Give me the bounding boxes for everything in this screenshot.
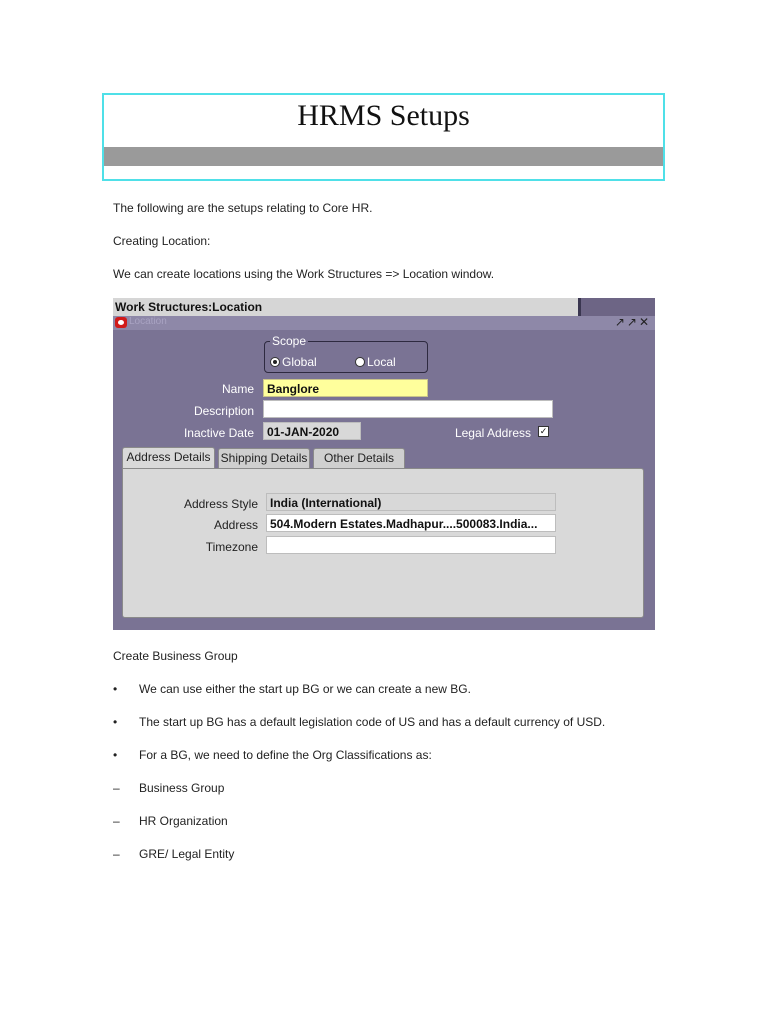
- legal-address-checkbox[interactable]: ✓: [539, 426, 548, 436]
- bullet-icon: •: [113, 682, 118, 696]
- address-style-input[interactable]: India (International): [266, 493, 556, 511]
- dash-icon: –: [113, 847, 120, 861]
- screenshot-header-dark-panel: [578, 298, 655, 316]
- screenshot-header-title: Work Structures:Location: [115, 300, 263, 314]
- tab-shipping-details[interactable]: Shipping Details: [218, 448, 310, 468]
- dash-icon: –: [113, 781, 120, 795]
- inactive-date-input[interactable]: 01-JAN-2020: [263, 422, 361, 440]
- tab-other-details[interactable]: Other Details: [313, 448, 405, 468]
- radio-selected-icon: [270, 357, 280, 367]
- intro-line-3: We can create locations using the Work Structures => Location window.: [113, 267, 495, 281]
- window-controls[interactable]: ↗↗✕: [614, 315, 651, 329]
- screenshot-header: [113, 298, 655, 316]
- inactive-date-label: Inactive Date: [183, 426, 254, 440]
- classification-item: Business Group: [139, 781, 225, 795]
- name-label: Name: [221, 382, 254, 396]
- bullet-icon: •: [113, 748, 118, 762]
- scope-global-radio[interactable]: Global: [270, 355, 317, 369]
- address-style-label: Address Style: [183, 497, 258, 511]
- description-label: Description: [193, 404, 254, 418]
- oracle-logo-icon: [115, 317, 127, 328]
- window-title-bar: [113, 316, 655, 330]
- bullet-item: The start up BG has a default legislation code of US and has a default currency of USD.: [139, 715, 606, 729]
- legal-address-label: Legal Address: [454, 426, 531, 440]
- radio-unselected-icon: [355, 357, 365, 367]
- scope-label: Scope: [272, 334, 307, 348]
- title-divider-bar: [104, 147, 663, 166]
- location-window-screenshot: [113, 298, 655, 630]
- address-label: Address: [213, 518, 258, 532]
- address-details-panel: [122, 468, 644, 618]
- dash-icon: –: [113, 814, 120, 828]
- window-caption: Location: [129, 316, 167, 327]
- address-input[interactable]: 504.Modern Estates.Madhapur....500083.India...: [266, 514, 556, 532]
- title-box: [102, 93, 665, 181]
- name-input[interactable]: Banglore: [263, 379, 428, 397]
- page-title: HRMS Setups: [297, 99, 470, 132]
- bullet-icon: •: [113, 715, 118, 729]
- timezone-label: Timezone: [205, 540, 258, 554]
- bullet-item: For a BG, we need to define the Org Classifications as:: [139, 748, 432, 762]
- intro-line-2: Creating Location:: [113, 234, 211, 248]
- timezone-input[interactable]: [266, 536, 556, 554]
- classification-item: HR Organization: [139, 814, 228, 828]
- business-group-heading: Create Business Group: [113, 649, 238, 663]
- intro-line-1: The following are the setups relating to Core HR.: [113, 201, 373, 215]
- classification-item: GRE/ Legal Entity: [139, 847, 235, 861]
- description-input[interactable]: [263, 400, 553, 418]
- scope-local-radio[interactable]: Local: [355, 355, 396, 369]
- tab-address-details[interactable]: Address Details: [122, 447, 215, 469]
- bullet-item: We can use either the start up BG or we can create a new BG.: [139, 682, 471, 696]
